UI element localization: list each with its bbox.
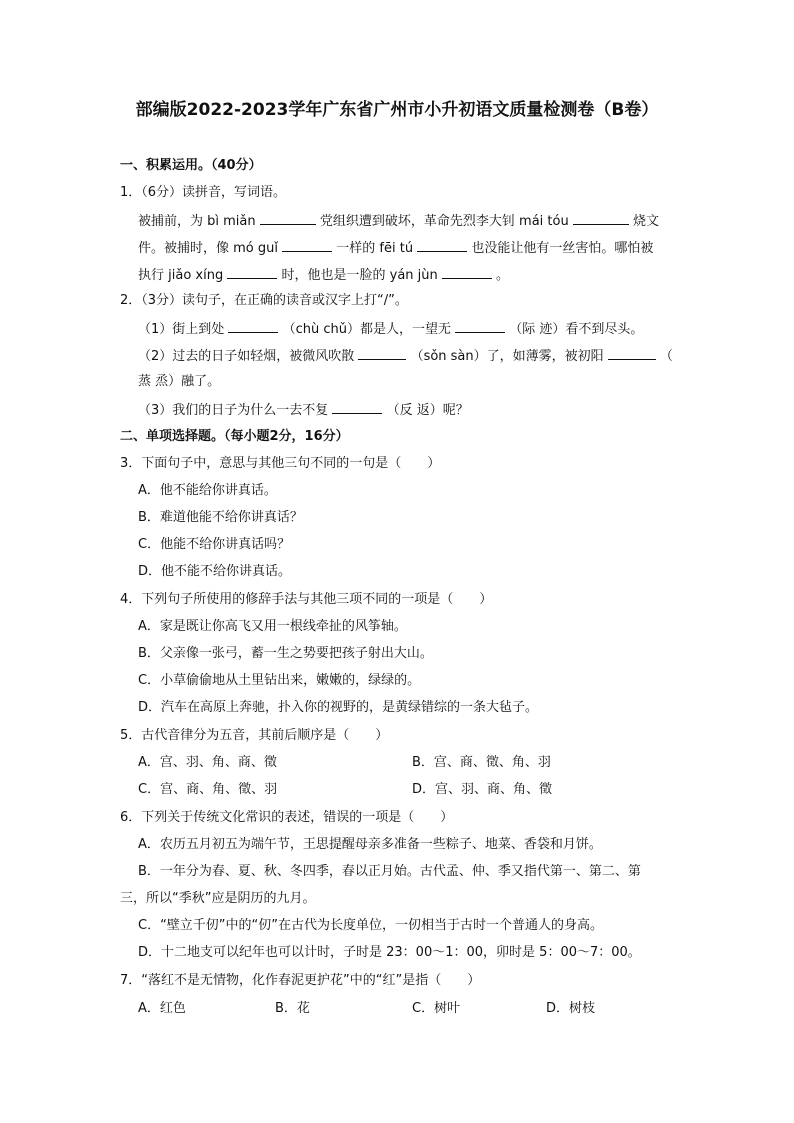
- q3-stem: 3．下面句子中，意思与其他三句不同的一句是（ ）: [120, 456, 441, 471]
- q4-option-a[interactable]: A．家是既让你高飞又用一根线牵扯的风筝轴。: [138, 619, 407, 634]
- q5-option-c[interactable]: C．宫、商、角、徵、羽: [138, 782, 278, 797]
- q1-p3c: 。: [496, 268, 510, 283]
- q4-option-d[interactable]: D．汽车在高原上奔驰，扑入你的视野的，是黄绿错综的一条大毡子。: [138, 700, 539, 715]
- q3-option-a[interactable]: A．他不能给你讲真话。: [138, 483, 277, 498]
- q1-line-1: [138, 211, 659, 231]
- q2-s2a: （2）过去的日子如轻烟，被微风吹散: [138, 349, 355, 364]
- q1-p1a: 被捕前，为 bì miǎn: [138, 214, 256, 229]
- q1-stem: 1．（6分）读拼音，写词语。: [120, 185, 287, 200]
- q2-s2d: 蒸 烝）融了。: [138, 374, 221, 389]
- answer-blank[interactable]: [608, 346, 656, 360]
- q6-option-b-line-1[interactable]: B．一年分为春、夏、秋、冬四季，春以正月始。古代孟、仲、季又指代第一、第二、第: [138, 864, 641, 879]
- q2-sentence-3: [138, 400, 469, 420]
- q1-p3b: 时，他也是一脸的 yán jùn: [281, 268, 438, 283]
- q1-p2b: 一样的 fēi tú: [336, 241, 414, 256]
- section-2-heading: 二、单项选择题。（每小题2分，16分）: [120, 429, 349, 444]
- q5-option-d[interactable]: D．宫、羽、商、角、徵: [412, 782, 553, 797]
- q3-option-c[interactable]: C．他能不给你讲真话吗？: [138, 537, 291, 552]
- q3-option-d[interactable]: D．他不能不给你讲真话。: [138, 564, 292, 579]
- q1-line-2: [138, 238, 653, 258]
- q5-option-b[interactable]: B．宫、商、徵、角、羽: [412, 755, 551, 770]
- q1-p2a: 件。被捕时，像 mó guǐ: [138, 241, 278, 256]
- q6-option-c[interactable]: C．“壁立千仞”中的“仞”在古代为长度单位，一仞相当于古时一个普通人的身高。: [138, 918, 604, 933]
- q6-option-b-line-2[interactable]: 三，所以“季秋”应是阴历的九月。: [120, 891, 316, 906]
- q7-stem: 7．“落红不是无情物，化作春泥更护花”中的“红”是指（ ）: [120, 973, 481, 988]
- q2-s1c: （际 迹）看不到尽头。: [509, 322, 644, 337]
- q7-option-d[interactable]: D．树枝: [546, 1001, 596, 1016]
- q2-s1b: （chù chǔ）都是人，一望无: [282, 322, 451, 337]
- q6-option-a[interactable]: A．农历五月初五为端午节，王思提醒母亲多准备一些粽子、地菜、香袋和月饼。: [138, 837, 602, 852]
- q7-option-c[interactable]: C．树叶: [412, 1001, 461, 1016]
- answer-blank[interactable]: [417, 238, 467, 252]
- q5-stem: 5．古代音律分为五音，其前后顺序是（ ）: [120, 728, 389, 743]
- q7-option-a[interactable]: A．红色: [138, 1001, 186, 1016]
- q2-sentence-1: [138, 319, 643, 339]
- answer-blank[interactable]: [332, 400, 382, 414]
- answer-blank[interactable]: [228, 319, 278, 333]
- section-1-heading: 一、积累运用。（40分）: [120, 158, 262, 173]
- answer-blank[interactable]: [455, 319, 505, 333]
- q2-s2b: （sǒn sàn）了，如薄雾，被初阳: [410, 349, 604, 364]
- q6-option-d[interactable]: D．十二地支可以纪年也可以计时，子时是 23：00～1：00，卯时是 5：00～7：00。: [138, 945, 641, 960]
- q4-option-c[interactable]: C．小草偷偷地从土里钻出来，嫩嫩的，绿绿的。: [138, 673, 421, 688]
- q1-p2c: 也没能让他有一丝害怕。哪怕被: [471, 241, 654, 256]
- q2-s2c: （: [659, 349, 673, 364]
- q1-line-3: [138, 265, 509, 285]
- q1-p3a: 执行 jiǎo xíng: [138, 268, 224, 283]
- q5-option-a[interactable]: A．宫、羽、角、商、徵: [138, 755, 277, 770]
- q6-stem: 6．下列关于传统文化常识的表述，错误的一项是（ ）: [120, 810, 454, 825]
- q2-stem: 2．（3分）读句子，在正确的读音或汉字上打“/”。: [120, 293, 408, 308]
- answer-blank[interactable]: [442, 265, 492, 279]
- q4-option-b[interactable]: B．父亲像一张弓，蓄一生之势要把孩子射出大山。: [138, 646, 433, 661]
- q7-option-b[interactable]: B．花: [275, 1001, 310, 1016]
- page-title: 部编版2022-2023学年广东省广州市小升初语文质量检测卷（B卷）: [135, 100, 659, 120]
- answer-blank[interactable]: [282, 238, 332, 252]
- q2-sentence-2: [138, 346, 673, 366]
- q3-option-b[interactable]: B．难道他能不给你讲真话？: [138, 510, 303, 525]
- q2-s3a: （3）我们的日子为什么一去不复: [138, 403, 329, 418]
- q4-stem: 4．下列句子所使用的修辞手法与其他三项不同的一项是（ ）: [120, 592, 493, 607]
- q1-p1c: 烧文: [632, 214, 659, 229]
- answer-blank[interactable]: [358, 346, 406, 360]
- answer-blank[interactable]: [260, 211, 316, 225]
- q1-p1b: 党组织遭到破坏，革命先烈李大钊 mái tóu: [319, 214, 569, 229]
- q2-s1a: （1）街上到处: [138, 322, 225, 337]
- answer-blank[interactable]: [227, 265, 277, 279]
- q2-s3b: （反 返）呢？: [386, 403, 469, 418]
- answer-blank[interactable]: [573, 211, 629, 225]
